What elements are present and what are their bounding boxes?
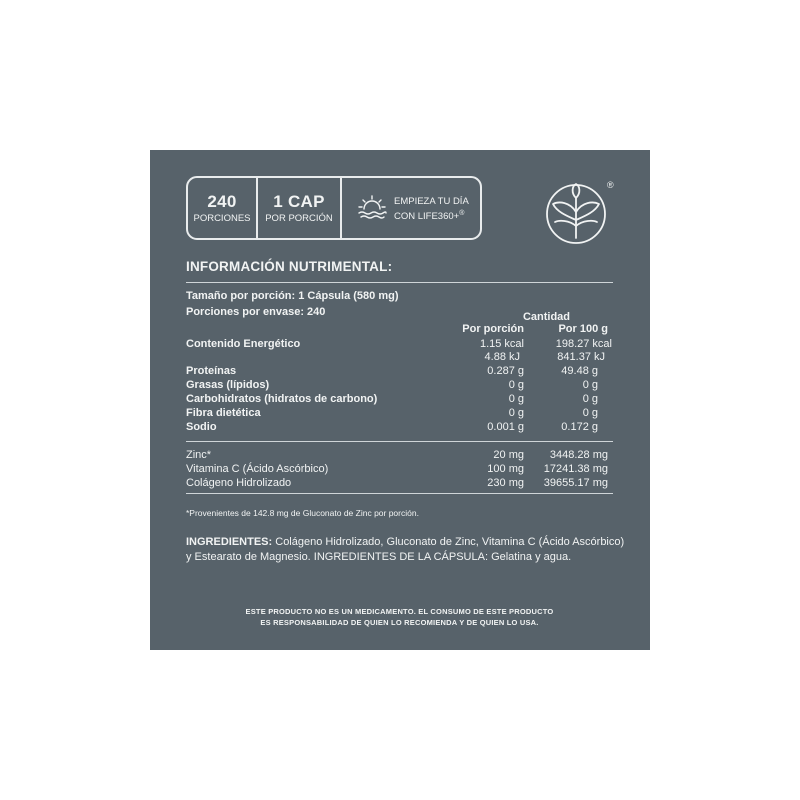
ingredients-label: INGREDIENTES: xyxy=(186,536,273,548)
header-per-100g: Por 100 g xyxy=(558,323,608,335)
servings-label: PORCIONES xyxy=(193,212,251,224)
nutrient-per-100g: 0 g xyxy=(582,393,598,405)
divider xyxy=(186,441,613,442)
energy-per-100g-kj: 841.37 kJ xyxy=(557,351,605,363)
nutrient-per-serving: 0.287 g xyxy=(487,365,524,377)
header-per-serving: Por porción xyxy=(462,323,524,335)
nutrient-per-100g: 0.172 g xyxy=(561,421,598,433)
slogan xyxy=(394,196,469,223)
active-per-100g: 39655.17 mg xyxy=(543,477,608,489)
header-amount: Cantidad xyxy=(522,311,570,323)
per-serving-number: 1 CAP xyxy=(273,191,325,211)
logo-registered-mark: ® xyxy=(607,180,614,190)
footnote: *Provenientes de 142.8 mg de Gluconato de Zinc por porción. xyxy=(186,508,419,518)
disclaimer-line-1: ESTE PRODUCTO NO ES UN MEDICAMENTO. EL CONSUMO DE ESTE PRODUCTO xyxy=(245,607,554,616)
energy-per-serving-kcal: 1.15 kcal xyxy=(479,338,524,350)
nutrient-label: Sodio xyxy=(186,421,217,433)
registered-mark: ® xyxy=(459,210,465,217)
ingredients-text: Colágeno Hidrolizado, Gluconato de Zinc, Vitamina C (Ácido Ascórbico) y Estearato de Magnesio. INGREDIENTES DE LA CÁPSULA: Gelatina y agua. xyxy=(186,536,625,563)
active-label: Colágeno Hidrolizado xyxy=(186,477,292,489)
page-title: INFORMACIÓN NUTRIMENTAL: xyxy=(186,259,393,274)
nutrient-per-serving: 0 g xyxy=(508,407,524,419)
ingredients xyxy=(186,535,626,565)
active-per-serving: 230 mg xyxy=(487,477,524,489)
slogan-line-1: EMPIEZA TU DÍA xyxy=(394,196,469,207)
servings-badge xyxy=(188,178,256,238)
serving-size: Tamaño por porción: 1 Cápsula (580 mg) xyxy=(186,290,399,302)
active-label: Zinc* xyxy=(186,449,212,461)
nutrient-label: Fibra dietética xyxy=(186,407,261,419)
active-per-100g: 17241.38 mg xyxy=(543,463,608,475)
nutrient-per-serving: 0 g xyxy=(508,379,524,391)
slogan-line-2: CON LIFE360+ xyxy=(394,211,460,223)
nutrient-per-100g: 0 g xyxy=(582,379,598,391)
nutrient-label: Proteínas xyxy=(186,365,237,377)
energy-per-100g-kcal: 198.27 kcal xyxy=(555,338,612,350)
nutrient-per-100g: 0 g xyxy=(582,407,598,419)
per-serving-label: POR PORCIÓN xyxy=(265,212,333,224)
active-per-100g: 3448.28 mg xyxy=(549,449,608,461)
energy-per-serving-kj: 4.88 kJ xyxy=(484,351,520,363)
plant-sprout-icon xyxy=(543,176,615,248)
badge-divider xyxy=(340,178,342,238)
per-serving-badge xyxy=(258,178,340,238)
divider xyxy=(186,282,613,283)
nutrient-per-100g: 49.48 g xyxy=(561,365,598,377)
nutrient-per-serving: 0.001 g xyxy=(487,421,524,433)
active-label: Vitamina C (Ácido Ascórbico) xyxy=(186,463,329,475)
disclaimer-line-2: ES RESPONSABILIDAD DE QUIEN LO RECOMIENDA Y DE QUIEN LO USA. xyxy=(260,618,539,627)
nutrient-label: Carbohidratos (hidratos de carbono) xyxy=(186,393,378,405)
active-per-serving: 20 mg xyxy=(493,449,524,461)
divider xyxy=(186,493,613,494)
servings-number: 240 xyxy=(207,191,237,211)
active-per-serving: 100 mg xyxy=(487,463,524,475)
nutrient-label: Grasas (lípidos) xyxy=(186,379,270,391)
servings-per-container: Porciones por envase: 240 xyxy=(186,306,326,318)
nutrient-per-serving: 0 g xyxy=(508,393,524,405)
slogan-line-2-wrap xyxy=(394,208,469,223)
sunrise-icon xyxy=(356,194,388,222)
energy-label: Contenido Energético xyxy=(186,338,301,350)
